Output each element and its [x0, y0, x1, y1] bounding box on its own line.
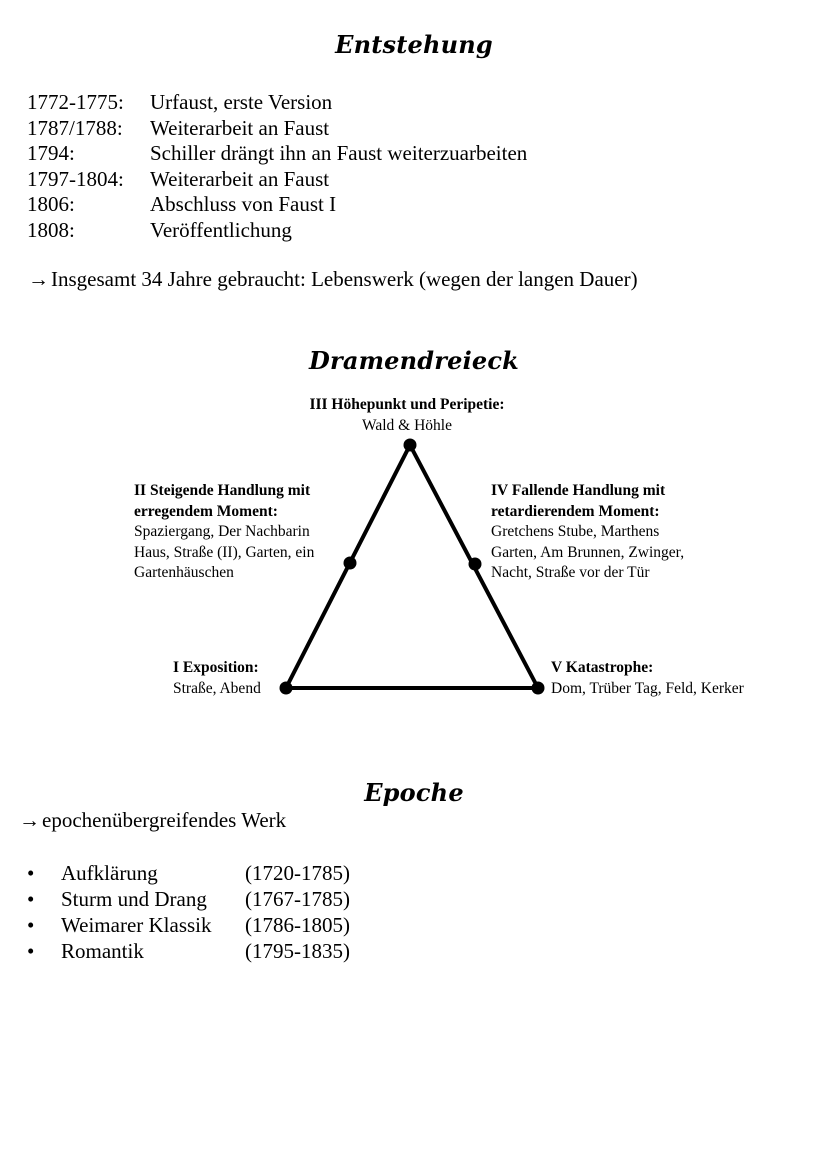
arrow-right-icon: → — [28, 267, 49, 291]
stage-title: retardierendem Moment: — [491, 502, 660, 520]
stage-point-catastrophe — [532, 682, 545, 695]
timeline-year: 1806: — [27, 192, 75, 216]
stage-content: Gretchens Stube, Marthens — [491, 523, 660, 540]
stage-title: IV Fallende Handlung mit — [491, 482, 666, 499]
stage-title: II Steigende Handlung mit — [134, 482, 311, 499]
entstehung-heading: Entstehung — [335, 30, 493, 59]
list-item — [27, 886, 350, 912]
timeline-event: Veröffentlichung — [150, 218, 292, 242]
stage-point-rising-action — [344, 557, 357, 570]
stage-title: erregendem Moment: — [134, 502, 278, 520]
stage-content: Spaziergang, Der Nachbarin — [134, 523, 310, 540]
timeline-year: 1797-1804: — [27, 167, 124, 191]
list-item — [27, 912, 350, 938]
timeline-year: 1794: — [27, 141, 75, 165]
stage-point-falling-action — [469, 558, 482, 571]
bullet-icon: • — [27, 861, 35, 885]
timeline-year: 1808: — [27, 218, 75, 242]
epoch-name: Romantik — [61, 939, 144, 963]
epoch-intro-text: epochenübergreifendes Werk — [42, 808, 287, 832]
epoch-years: (1786-1805) — [245, 913, 350, 937]
arrow-right-icon: → — [19, 808, 40, 832]
timeline-year: 1787/1788: — [27, 116, 123, 140]
stage-content: Haus, Straße (II), Garten, ein — [134, 543, 315, 561]
list-item — [27, 938, 350, 964]
timeline-event: Schiller drängt ihn an Faust weiterzuarbeiten — [150, 141, 528, 165]
timeline-event: Abschluss von Faust I — [150, 192, 337, 216]
timeline-event: Urfaust, erste Version — [150, 90, 333, 114]
epoch-name: Sturm und Drang — [61, 887, 207, 911]
timeline-event: Weiterarbeit an Faust — [150, 116, 330, 140]
epoch-years: (1720-1785) — [245, 861, 350, 885]
stage-rising-action — [134, 481, 314, 584]
stage-content: Garten, Am Brunnen, Zwinger, — [491, 543, 685, 561]
stage-content: Nacht, Straße vor der Tür — [491, 564, 650, 581]
stage-catastrophe — [551, 658, 744, 699]
summary-text: Insgesamt 34 Jahre gebraucht: Lebenswerk (wegen der langen Dauer) — [51, 267, 638, 291]
stage-content: Gartenhäuschen — [134, 564, 234, 581]
stage-falling-action — [491, 481, 684, 584]
stage-content: Straße, Abend — [173, 679, 261, 697]
epoch-intro-line — [19, 808, 286, 833]
bullet-icon: • — [27, 913, 35, 937]
epoche-heading: Epoche — [364, 778, 464, 807]
timeline-event: Weiterarbeit an Faust — [150, 167, 330, 191]
stage-climax — [0, 395, 814, 436]
stage-content: Wald & Höhle — [361, 416, 452, 434]
stage-exposition — [173, 658, 261, 699]
dramendreieck-heading: Dramendreieck — [308, 346, 520, 375]
stage-point-climax — [404, 439, 417, 452]
bullet-icon: • — [27, 939, 35, 963]
stage-title: V Katastrophe: — [551, 659, 654, 676]
timeline-year: 1772-1775: — [27, 90, 124, 114]
stage-content: Dom, Trüber Tag, Feld, Kerker — [551, 679, 744, 697]
stage-point-exposition — [280, 682, 293, 695]
list-item — [27, 860, 350, 886]
epoch-name: Aufklärung — [61, 861, 158, 885]
bullet-icon: • — [27, 887, 35, 911]
stage-title: I Exposition: — [173, 659, 259, 676]
stage-title: III Höhepunkt und Peripetie: — [309, 396, 505, 413]
epoch-years: (1767-1785) — [245, 887, 350, 911]
epoch-years: (1795-1835) — [245, 939, 350, 963]
epoch-name: Weimarer Klassik — [61, 913, 212, 937]
